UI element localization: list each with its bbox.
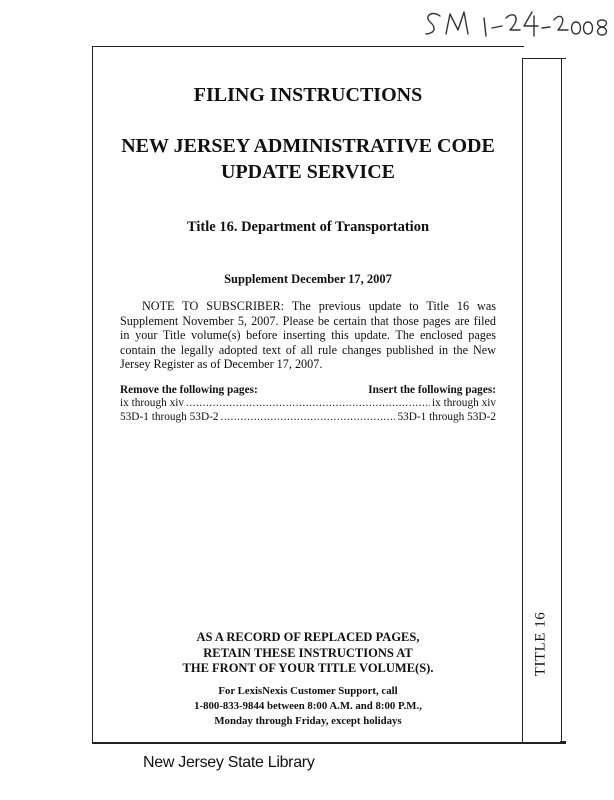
service-heading [120,133,496,185]
remove-pages-value: ix through xiv [120,397,185,410]
subscriber-note: NOTE TO SUBSCRIBER: The previous update to Title 16 was Supplement November 5, 2007. Please be certain that those pages are filed in your Title volume(s) before inserting this update. The enclosed pages contain the legally adopted text of all rule changes published in the New Jersey Register as of December 17, 2007. [120,299,496,371]
record-line3: THE FRONT OF YOUR TITLE VOLUME(S). [182,661,434,675]
supplement-date: Supplement December 17, 2007 [224,272,392,286]
spine-tick-top [560,58,566,59]
service-heading-line1: NEW JERSEY ADMINISTRATIVE CODE [121,135,495,157]
page-list-row [120,411,496,425]
support-line3: Monday through Friday, except holidays [214,715,402,727]
title-subject: Title 16. Department of Transportation [186,219,430,235]
page-list-header [120,384,496,398]
support-line1: For LexisNexis Customer Support, call [218,685,398,697]
document-title: FILING INSTRUCTIONS [193,84,423,106]
record-retention-notice [120,630,496,677]
document-body [120,80,496,424]
remove-pages-value: 53D-1 through 53D-2 [120,410,219,423]
record-line2: RETAIN THESE INSTRUCTIONS AT [203,645,413,660]
service-heading-line2: UPDATE SERVICE [221,161,395,183]
insert-pages-value: 53D-1 through 53D-2 [397,410,496,423]
page-list-row [120,397,496,411]
handwritten-date-note [420,2,610,46]
record-line1: AS A RECORD OF REPLACED PAGES, [196,630,420,644]
customer-support-info [120,684,496,729]
spine-label: TITLE 16 [532,611,549,677]
leader-dots [221,411,396,425]
leader-dots [186,397,430,411]
bottom-rule [92,742,566,744]
library-stamp: New Jersey State Library [143,754,315,771]
insert-pages-value: ix through xiv [431,397,496,410]
support-line2: 1-800-833-9844 between 8:00 A.M. and 8:00 P.M., [194,700,422,712]
remove-pages-header: Remove the following pages: [120,383,258,396]
page-replacement-list [120,384,496,425]
insert-pages-header: Insert the following pages: [368,383,496,396]
